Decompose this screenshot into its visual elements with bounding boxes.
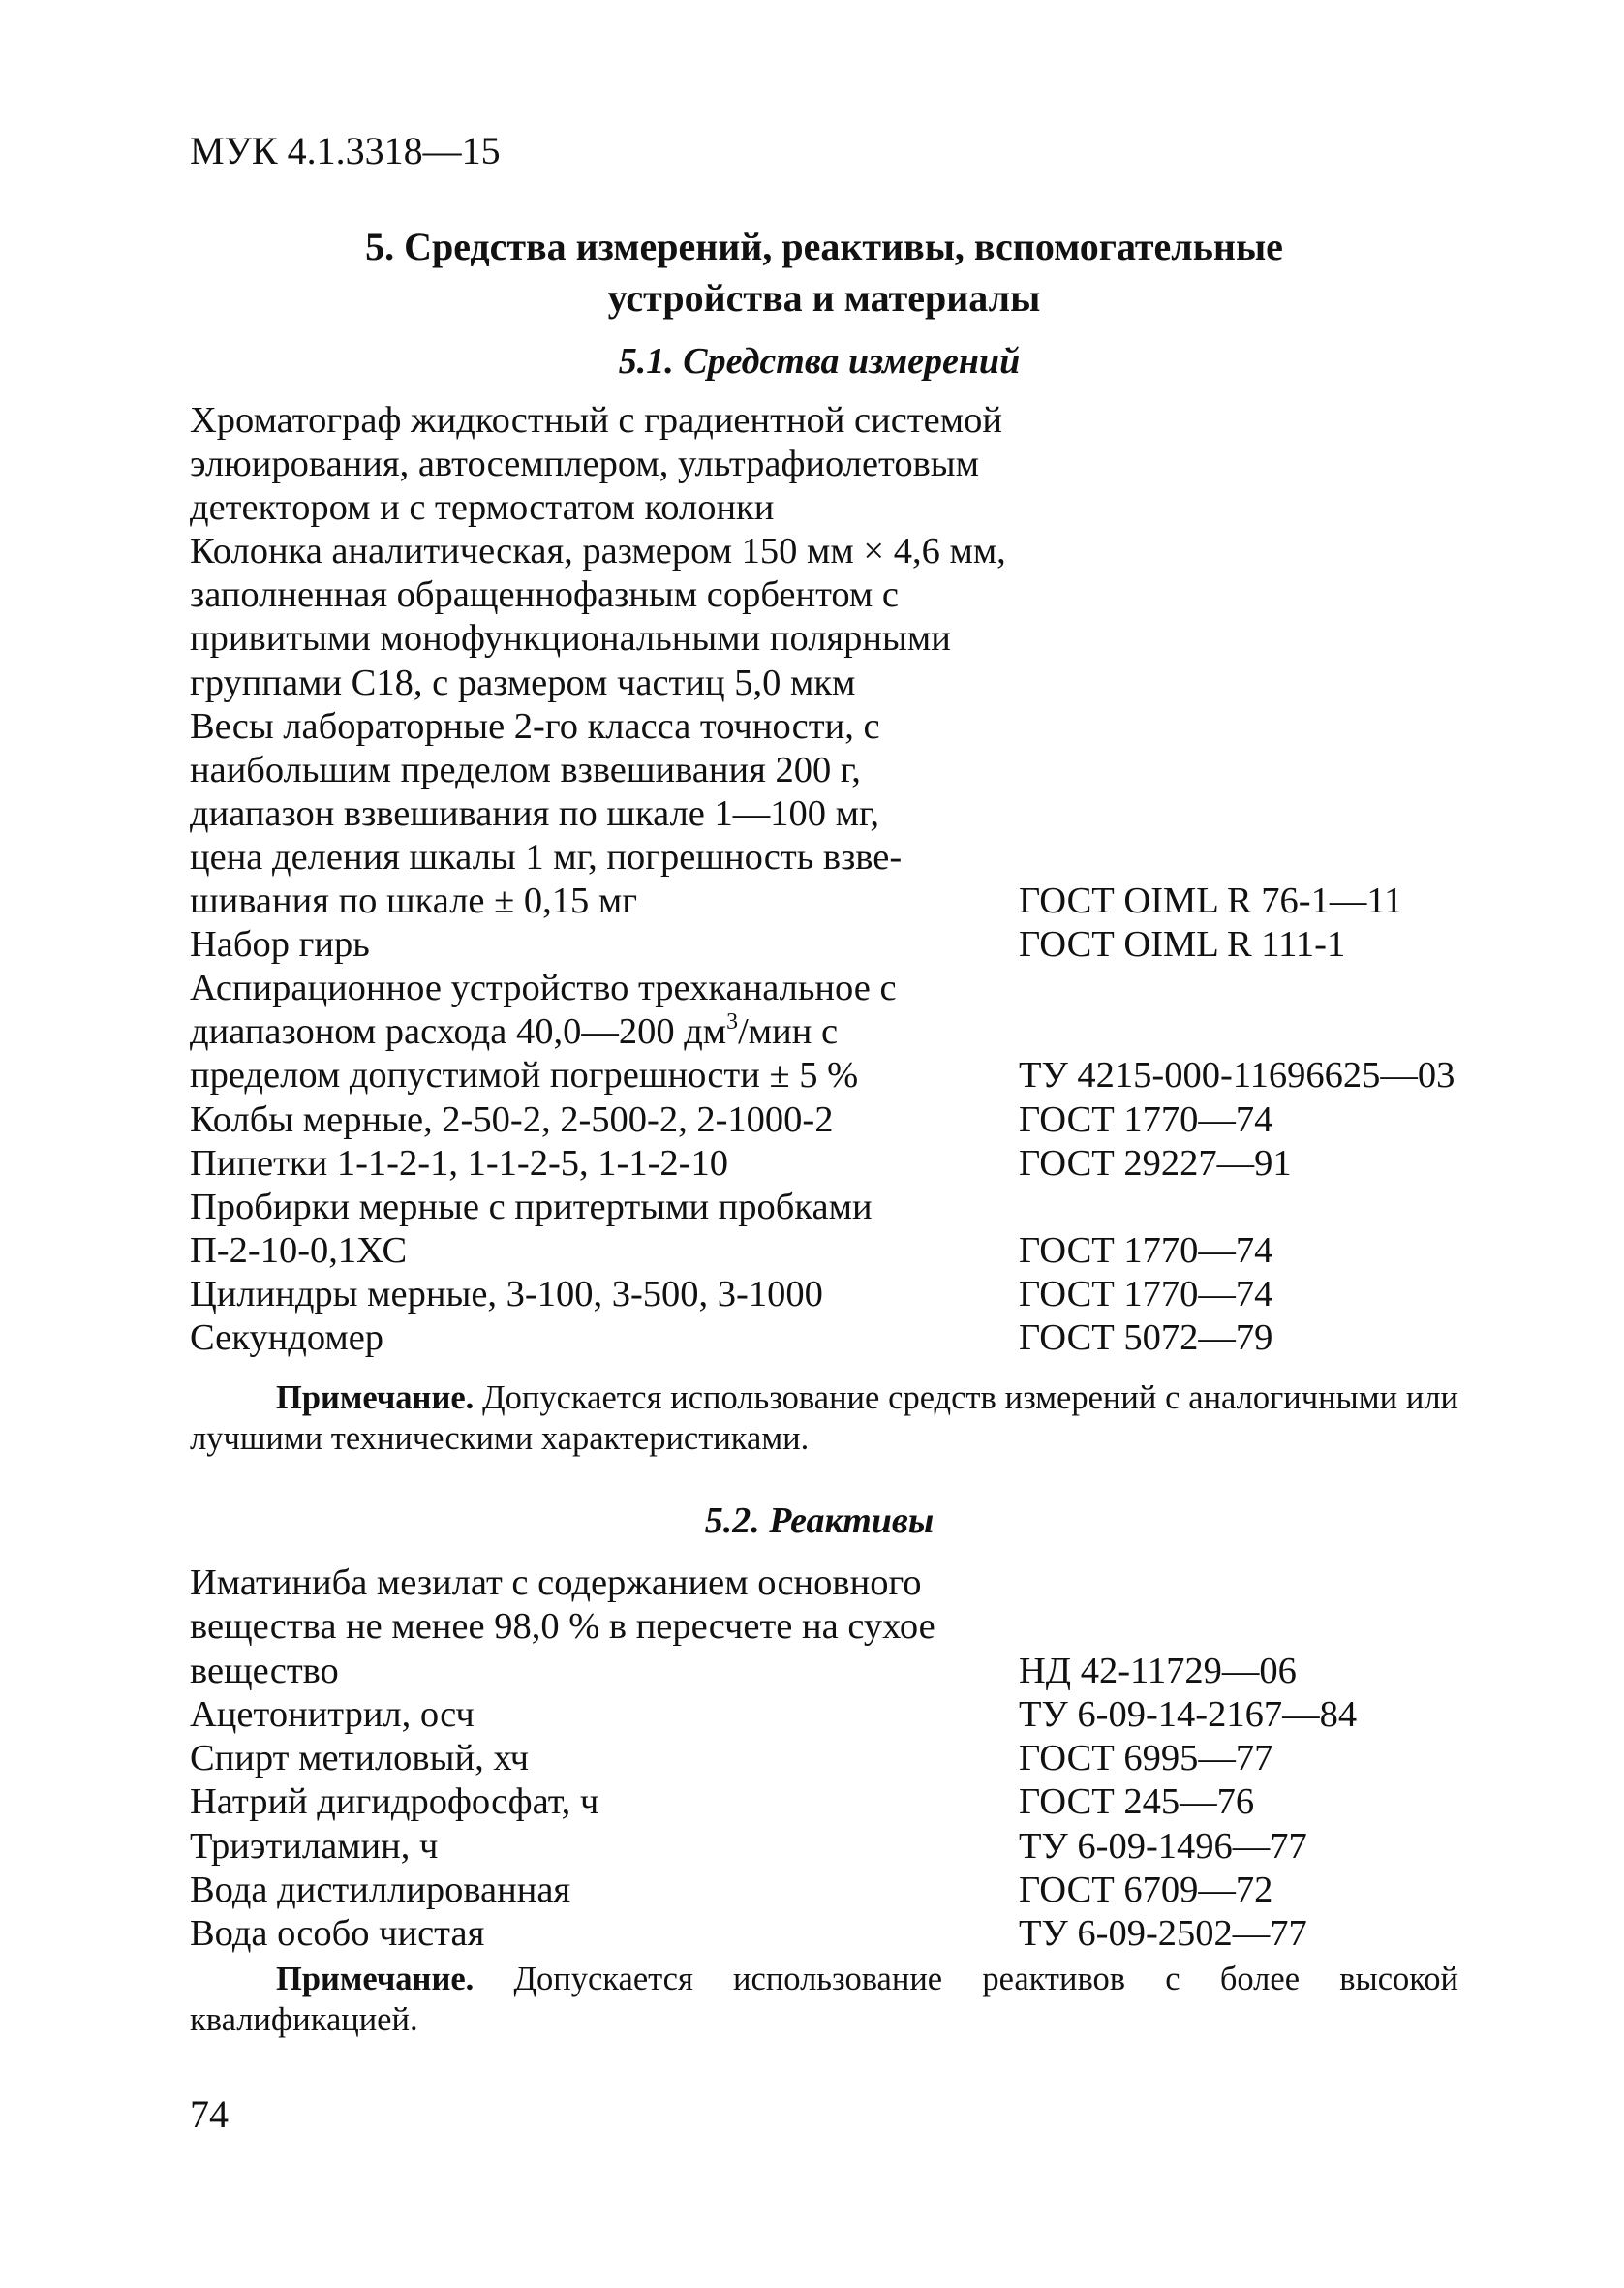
item-text-main: Вода дистиллированная	[190, 1870, 571, 1911]
item-reference: ТУ 4215-000-11696625—03	[1019, 1055, 1455, 1097]
item-text	[190, 663, 855, 703]
item-text	[190, 706, 880, 747]
list-item	[190, 1693, 1507, 1737]
item-text-main: элюирования, автосемплером, ультрафиолетовым	[190, 444, 980, 485]
section-title-line1: 5. Средства измерений, реактивы, вспомогательные	[365, 225, 1283, 268]
list-item	[190, 1316, 1507, 1360]
item-reference: ГОСТ 5072—79	[1019, 1316, 1273, 1358]
list-item	[190, 880, 1507, 923]
item-reference: ГОСТ 1770—74	[1019, 1098, 1273, 1140]
item-text	[190, 1738, 529, 1778]
list-item	[190, 1010, 1507, 1054]
item-text	[190, 1274, 823, 1314]
item-text	[190, 1230, 407, 1271]
item-text-main: Вода особо чистая	[190, 1913, 485, 1955]
item-text	[190, 1099, 833, 1140]
section-title-line2: устройства и материалы	[607, 276, 1041, 320]
list-item	[190, 1273, 1507, 1316]
item-text	[190, 750, 861, 790]
item-text-after: /мин с	[738, 1011, 839, 1053]
item-reference: ГОСТ 245—76	[1019, 1781, 1255, 1823]
item-reference: ГОСТ 6995—77	[1019, 1738, 1273, 1779]
item-text-main: Колонка аналитическая, размером 150 мм × 4,6 мм,	[190, 531, 1006, 572]
list-item	[190, 967, 1507, 1010]
item-text	[190, 1055, 858, 1096]
list-item	[190, 1142, 1507, 1186]
list-item	[190, 792, 1507, 836]
item-text-main: Ацетонитрил, осч	[190, 1693, 475, 1735]
item-text-main: Цилиндры мерные, 3-100, 3-500, 3-1000	[190, 1273, 823, 1314]
item-reference: ТУ 6-09-1496—77	[1019, 1825, 1307, 1867]
note-label: Примечание.	[276, 1961, 475, 1997]
item-text-main: Пробирки мерные с притертыми пробками	[190, 1186, 873, 1227]
list-item	[190, 1825, 1507, 1869]
section-title	[190, 221, 1458, 324]
item-text	[190, 1562, 922, 1603]
item-text-main: Натрий дигидрофосфат, ч	[190, 1781, 599, 1823]
item-text	[190, 1913, 484, 1954]
item-reference: ТУ 6-09-14-2167—84	[1019, 1693, 1358, 1735]
measuring-instruments-note	[190, 1377, 1458, 1459]
item-text	[190, 837, 902, 878]
item-text-main: Аспирационное устройство трехканальное с	[190, 968, 897, 1009]
item-text	[190, 444, 979, 484]
list-item	[190, 1054, 1507, 1098]
item-text-main: вещества не менее 98,0 % в пересчете на сухое	[190, 1606, 935, 1648]
list-item	[190, 1869, 1507, 1912]
item-text	[190, 487, 774, 528]
item-text-main: вещество	[190, 1650, 339, 1691]
list-item	[190, 573, 1507, 617]
item-text	[190, 968, 897, 1008]
note-text: Допускается использование реактивов с более высокой квалификацией.	[190, 1961, 1458, 2038]
item-reference: ГОСТ OIML R 111-1	[1019, 924, 1346, 966]
item-text-main: наибольшим пределом взвешивания 200 г,	[190, 749, 861, 790]
item-text-main: цена деления шкалы 1 мг, погрешность взве-	[190, 836, 903, 878]
note-label: Примечание.	[276, 1379, 475, 1416]
item-text	[190, 1870, 570, 1910]
item-text	[190, 1826, 438, 1867]
item-text-main: Спирт метиловый, хч	[190, 1738, 530, 1779]
measuring-instruments-heading: 5.1. Средства измерений	[618, 341, 1021, 382]
item-reference: ГОСТ OIML R 76-1—11	[1019, 881, 1403, 922]
item-reference: НД 42-11729—06	[1019, 1650, 1297, 1691]
list-item	[190, 1780, 1507, 1824]
item-text-main: Набор гирь	[190, 924, 370, 966]
item-text-main: Весы лабораторные 2-го класса точности, с	[190, 705, 880, 747]
item-text	[190, 1143, 728, 1184]
item-text	[190, 574, 899, 615]
list-item	[190, 1229, 1507, 1273]
list-item	[190, 662, 1507, 705]
list-item	[190, 1650, 1507, 1693]
item-text-main: Триэтиламин, ч	[190, 1825, 439, 1867]
item-text-main: диапазоном расхода 40,0—200 дм	[190, 1011, 727, 1053]
item-text-main: детектором и с термостатом колонки	[190, 487, 775, 529]
item-text	[190, 924, 370, 965]
item-text	[190, 1694, 475, 1735]
list-item	[190, 486, 1507, 530]
item-text-main: Хроматограф жидкостный с градиентной системой	[190, 400, 1002, 441]
item-reference: ГОСТ 1770—74	[1019, 1273, 1273, 1314]
item-text	[190, 793, 879, 834]
item-text-main: привитыми монофункциональными полярными	[190, 618, 951, 660]
list-item	[190, 1186, 1507, 1229]
document-code: МУК 4.1.3318—15	[190, 129, 501, 172]
item-text-main: заполненная обращеннофазным сорбентом с	[190, 574, 900, 616]
item-text	[190, 1317, 383, 1358]
item-text-main: шивания по шкале ± 0,15 мг	[190, 881, 638, 922]
item-text	[190, 1651, 339, 1691]
item-text	[190, 400, 1002, 441]
item-text-main: группами С18, с размером частиц 5,0 мкм	[190, 662, 856, 703]
list-item	[190, 923, 1507, 967]
item-text	[190, 1011, 838, 1052]
measuring-instruments-list	[190, 399, 1507, 1360]
list-item	[190, 705, 1507, 749]
item-text	[190, 1781, 598, 1822]
list-item	[190, 1912, 1507, 1956]
item-text-main: Колбы мерные, 2-50-2, 2-500-2, 2-1000-2	[190, 1098, 834, 1140]
reagents-note	[190, 1959, 1458, 2040]
list-item	[190, 617, 1507, 661]
reagents-heading: 5.2. Реактивы	[704, 1500, 935, 1541]
list-item	[190, 1737, 1507, 1780]
item-text-main: пределом допустимой погрешности ± 5 %	[190, 1055, 859, 1097]
item-text	[190, 881, 637, 921]
list-item	[190, 1561, 1507, 1605]
list-item	[190, 1098, 1507, 1142]
item-text-main: Секундомер	[190, 1316, 384, 1358]
reagents-list	[190, 1561, 1507, 1957]
list-item	[190, 749, 1507, 792]
item-reference: ТУ 6-09-2502—77	[1019, 1913, 1307, 1955]
item-text-main: Иматиниба мезилат с содержанием основного	[190, 1562, 922, 1603]
item-superscript: 3	[726, 1009, 739, 1036]
item-text	[190, 618, 951, 659]
note-text: Допускается использование средств измерений с аналогичными или лучшими техническими характеристиками.	[190, 1379, 1458, 1457]
list-item	[190, 1605, 1507, 1649]
list-item	[190, 530, 1507, 573]
item-text-main: П-2-10-0,1ХС	[190, 1229, 408, 1271]
page-number: 74	[190, 2092, 229, 2136]
item-text-main: диапазон взвешивания по шкале 1—100 мг,	[190, 792, 880, 834]
item-reference: ГОСТ 1770—74	[1019, 1229, 1273, 1271]
item-reference: ГОСТ 6709—72	[1019, 1870, 1273, 1911]
item-text	[190, 1606, 935, 1647]
item-text	[190, 531, 1006, 572]
item-text-main: Пипетки 1-1-2-1, 1-1-2-5, 1-1-2-10	[190, 1142, 728, 1184]
list-item	[190, 836, 1507, 880]
list-item	[190, 399, 1507, 443]
item-text	[190, 1187, 873, 1227]
list-item	[190, 443, 1507, 486]
item-reference: ГОСТ 29227—91	[1019, 1142, 1292, 1184]
